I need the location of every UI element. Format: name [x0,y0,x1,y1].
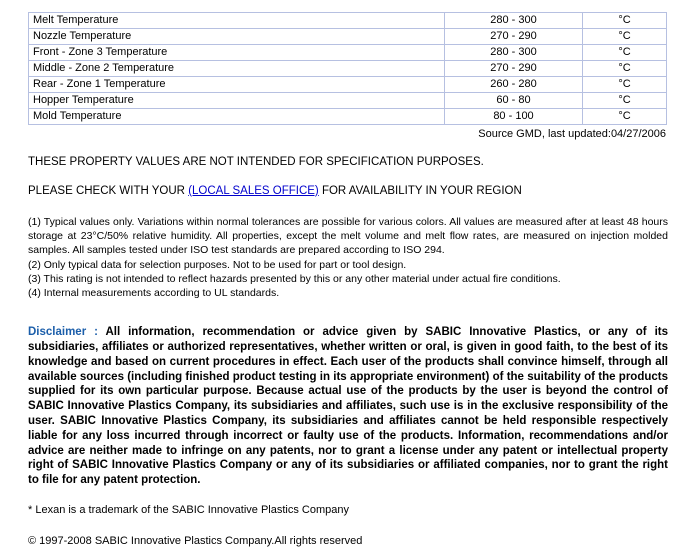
spec-notice: THESE PROPERTY VALUES ARE NOT INTENDED FOR SPECIFICATION PURPOSES. [28,156,484,168]
unit-cell: °C [583,77,667,93]
value-cell: 280 - 300 [445,45,583,61]
unit-cell: °C [583,61,667,77]
property-cell: Hopper Temperature [29,93,445,109]
property-cell: Mold Temperature [29,109,445,125]
table-row [29,77,667,93]
value-cell: 260 - 280 [445,77,583,93]
footnote-4: (4) Internal measurements according to UL standards. [28,287,280,300]
value-cell: 270 - 290 [445,29,583,45]
copyright-note: © 1997-2008 SABIC Innovative Plastics Company.All rights reserved [28,534,363,547]
local-sales-office-link[interactable]: (LOCAL SALES OFFICE) [188,185,319,197]
unit-cell: °C [583,93,667,109]
temperature-table [28,12,667,125]
unit-cell: °C [583,45,667,61]
value-cell: 80 - 100 [445,109,583,125]
unit-cell: °C [583,13,667,29]
unit-cell: °C [583,29,667,45]
footnote-1: (1) Typical values only. Variations within normal tolerances are possible for various colors. All values are measured after at least 48 hours storage at 23°C/50% relative humidity. All properties, except the melt volume and melt flow rates, are measured on injection molded samples. All samples tested under ISO test standards are prepared according to ISO 294. [28,216,668,257]
property-cell: Rear - Zone 1 Temperature [29,77,445,93]
value-cell: 60 - 80 [445,93,583,109]
unit-cell: °C [583,109,667,125]
property-cell: Melt Temperature [29,13,445,29]
temperature-table-body [29,13,667,125]
table-row [29,45,667,61]
disclaimer-body: All information, recommendation or advice given by SABIC Innovative Plastics, or any of its subsidiaries, affiliates or authorized representatives, whether written or oral, is given in good faith, to the best of its knowledge and based on current procedures in effect. Each user of the products shall convince himself, through all available sources (including finished product testing in its appropriate environment) of the suitability of the products supplied for its own particular purpose. Because actual use of the products by the user is beyond the control of SABIC Innovative Plastics Company, its subsidiaries and affiliates, such use is in the exclusive responsibility of the user. SABIC Innovative Plastics Company, its subsidiaries and affiliates cannot be held responsible respectively liable for any loss incurred through incorrect or faulty use of the products. Information, recommendations and/or advice are neither made to infringe on any patents, nor to grant a license under any patent or intellectual property right of SABIC Innovative Plastics Company or any of its subsidiaries or affiliated companies, nor to grant the right to file for any patent protection. [28,326,668,487]
availability-prefix: PLEASE CHECK WITH YOUR [28,185,189,197]
property-cell: Middle - Zone 2 Temperature [29,61,445,77]
table-row [29,29,667,45]
availability-suffix: FOR AVAILABILITY IN YOUR REGION [318,185,522,197]
table-row [29,93,667,109]
footnotes-block [28,215,668,300]
value-cell: 270 - 290 [445,61,583,77]
table-row [29,109,667,125]
disclaimer-paragraph [28,325,668,488]
table-row [29,61,667,77]
footnote-3: (3) This rating is not intended to reflect hazards presented by this or any other material under actual fire conditions. [28,272,561,285]
disclaimer-label: Disclaimer : [28,326,98,339]
property-cell: Front - Zone 3 Temperature [29,45,445,61]
source-note: Source GMD, last updated:04/27/2006 [478,128,666,140]
table-row [29,13,667,29]
availability-notice [28,185,668,197]
trademark-note: * Lexan is a trademark of the SABIC Innovative Plastics Company [28,503,349,516]
footnote-2: (2) Only typical data for selection purposes. Not to be used for part or tool design. [28,258,407,271]
value-cell: 280 - 300 [445,13,583,29]
property-cell: Nozzle Temperature [29,29,445,45]
